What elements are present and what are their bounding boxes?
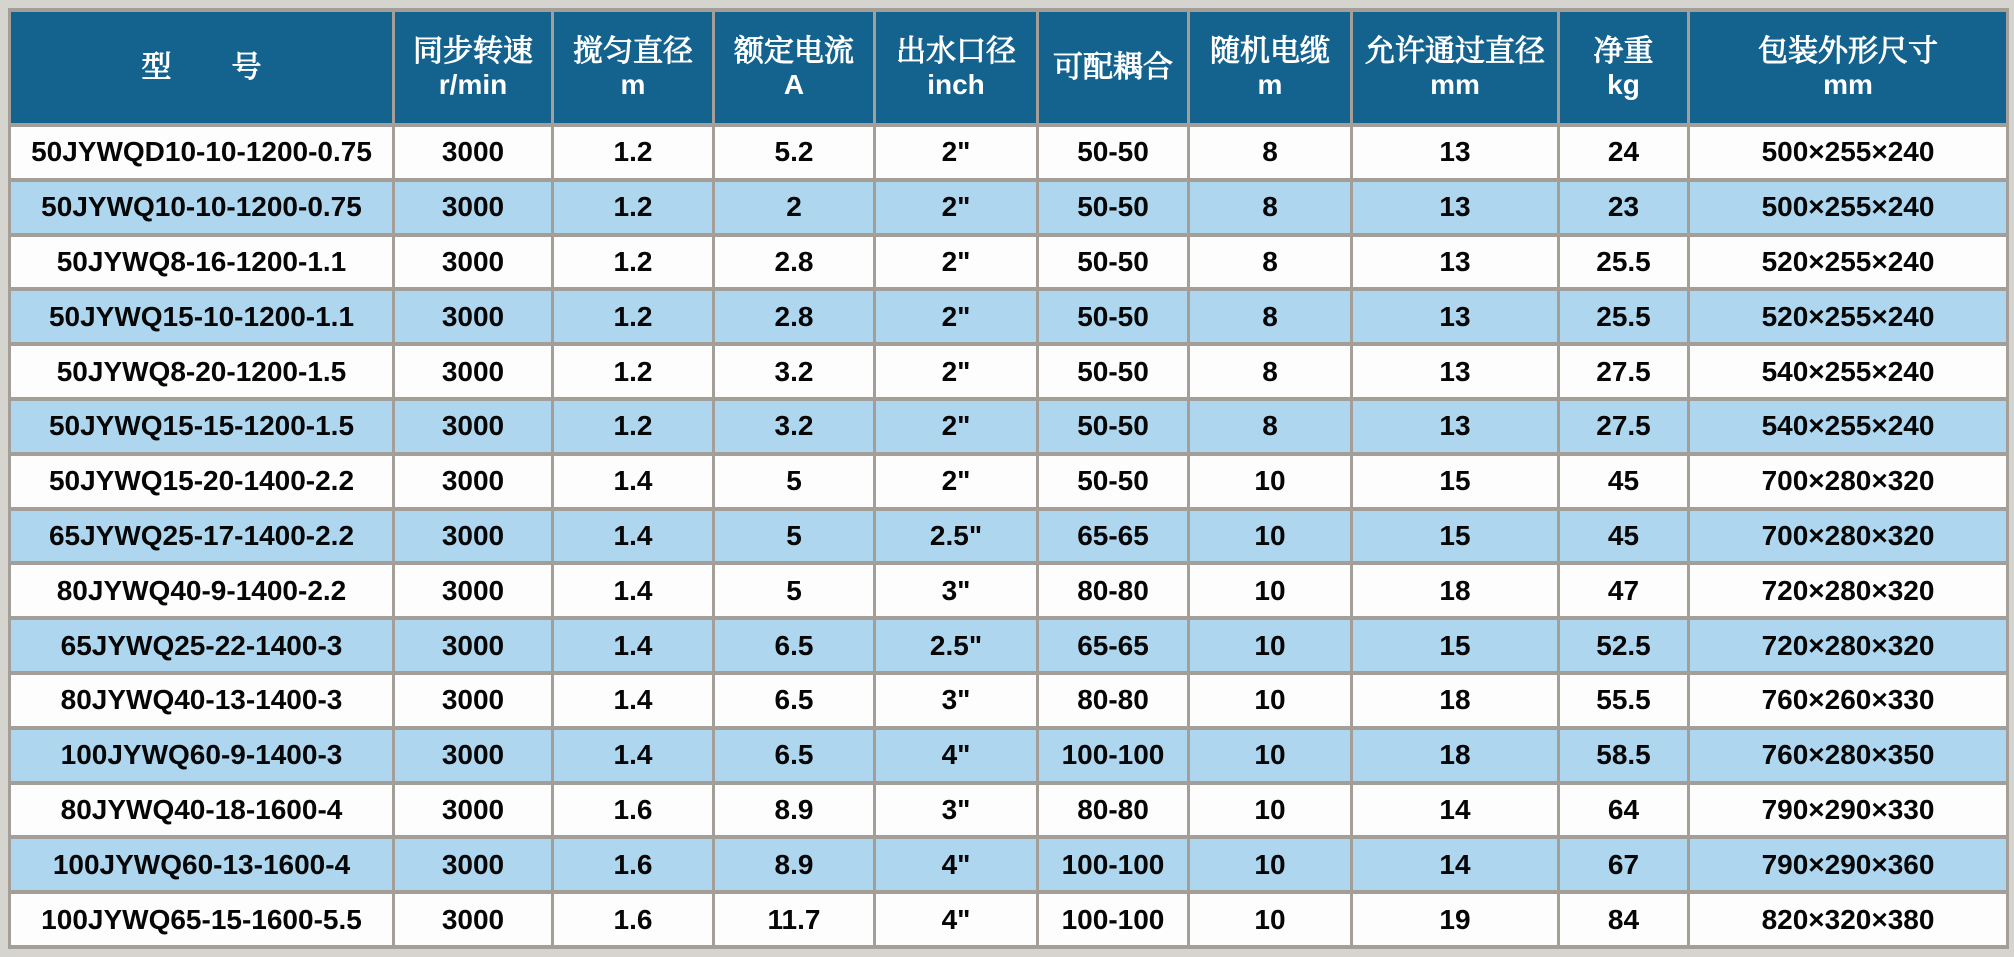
cell-outlet-diameter: 3" (875, 673, 1038, 728)
cell-model: 50JYWQ15-10-1200-1.1 (10, 289, 394, 344)
column-header-label: 随机电缆 (1210, 35, 1330, 69)
cell-rated-current: 11.7 (714, 892, 875, 947)
cell-cable-length: 10 (1189, 509, 1352, 564)
cell-mixing-diameter: 1.6 (553, 837, 714, 892)
column-header-net-weight (1559, 10, 1689, 125)
cell-coupling: 50-50 (1038, 180, 1189, 235)
cell-model: 65JYWQ25-22-1400-3 (10, 618, 394, 673)
cell-passage-diameter: 13 (1352, 125, 1559, 180)
cell-sync-speed: 3000 (394, 454, 553, 509)
cell-cable-length: 8 (1189, 344, 1352, 399)
cell-model: 80JYWQ40-13-1400-3 (10, 673, 394, 728)
cell-model: 50JYWQ8-16-1200-1.1 (10, 235, 394, 290)
table-row (10, 125, 2008, 180)
cell-sync-speed: 3000 (394, 289, 553, 344)
table-row (10, 618, 2008, 673)
table-header-row (10, 10, 2008, 125)
cell-sync-speed: 3000 (394, 837, 553, 892)
cell-cable-length: 10 (1189, 673, 1352, 728)
table-row (10, 892, 2008, 947)
cell-outlet-diameter: 2" (875, 125, 1038, 180)
cell-passage-diameter: 15 (1352, 454, 1559, 509)
cell-coupling: 50-50 (1038, 235, 1189, 290)
cell-package-size: 540×255×240 (1689, 344, 2008, 399)
cell-cable-length: 10 (1189, 618, 1352, 673)
cell-cable-length: 8 (1189, 289, 1352, 344)
cell-package-size: 820×320×380 (1689, 892, 2008, 947)
cell-sync-speed: 3000 (394, 563, 553, 618)
cell-coupling: 100-100 (1038, 892, 1189, 947)
cell-package-size: 720×280×320 (1689, 618, 2008, 673)
cell-passage-diameter: 13 (1352, 180, 1559, 235)
cell-coupling: 65-65 (1038, 618, 1189, 673)
cell-net-weight: 25.5 (1559, 235, 1689, 290)
column-header-unit: inch (927, 68, 985, 100)
cell-sync-speed: 3000 (394, 180, 553, 235)
cell-cable-length: 10 (1189, 892, 1352, 947)
table-row (10, 509, 2008, 564)
cell-coupling: 80-80 (1038, 673, 1189, 728)
cell-model: 65JYWQ25-17-1400-2.2 (10, 509, 394, 564)
cell-rated-current: 2.8 (714, 289, 875, 344)
cell-sync-speed: 3000 (394, 618, 553, 673)
cell-rated-current: 6.5 (714, 673, 875, 728)
cell-rated-current: 5 (714, 509, 875, 564)
column-header-label: 搅匀直径 (573, 35, 693, 69)
cell-passage-diameter: 14 (1352, 837, 1559, 892)
cell-net-weight: 24 (1559, 125, 1689, 180)
cell-model: 50JYWQ10-10-1200-0.75 (10, 180, 394, 235)
column-header-unit: r/min (438, 68, 508, 100)
cell-rated-current: 6.5 (714, 618, 875, 673)
cell-mixing-diameter: 1.2 (553, 344, 714, 399)
cell-model: 100JYWQ60-9-1400-3 (10, 728, 394, 783)
cell-coupling: 80-80 (1038, 783, 1189, 838)
cell-package-size: 700×280×320 (1689, 454, 2008, 509)
cell-net-weight: 47 (1559, 563, 1689, 618)
cell-passage-diameter: 18 (1352, 563, 1559, 618)
cell-outlet-diameter: 2" (875, 180, 1038, 235)
cell-coupling: 50-50 (1038, 399, 1189, 454)
column-header-sync-speed (394, 10, 553, 125)
cell-mixing-diameter: 1.6 (553, 892, 714, 947)
cell-package-size: 760×280×350 (1689, 728, 2008, 783)
cell-package-size: 500×255×240 (1689, 180, 2008, 235)
cell-sync-speed: 3000 (394, 235, 553, 290)
cell-net-weight: 23 (1559, 180, 1689, 235)
cell-outlet-diameter: 2" (875, 235, 1038, 290)
cell-outlet-diameter: 2.5" (875, 509, 1038, 564)
cell-rated-current: 2 (714, 180, 875, 235)
column-header-label: 额定电流 (734, 35, 854, 69)
cell-passage-diameter: 18 (1352, 673, 1559, 728)
cell-cable-length: 10 (1189, 783, 1352, 838)
cell-passage-diameter: 19 (1352, 892, 1559, 947)
table-row (10, 289, 2008, 344)
cell-outlet-diameter: 4" (875, 728, 1038, 783)
cell-cable-length: 8 (1189, 235, 1352, 290)
column-header-rated-current (714, 10, 875, 125)
cell-cable-length: 8 (1189, 399, 1352, 454)
column-header-unit: kg (1607, 68, 1640, 100)
cell-model: 50JYWQ15-20-1400-2.2 (10, 454, 394, 509)
cell-mixing-diameter: 1.2 (553, 289, 714, 344)
column-header-mixing-diameter (553, 10, 714, 125)
cell-model: 100JYWQ65-15-1600-5.5 (10, 892, 394, 947)
column-header-coupling (1038, 10, 1189, 125)
cell-mixing-diameter: 1.4 (553, 728, 714, 783)
cell-rated-current: 5 (714, 563, 875, 618)
cell-coupling: 100-100 (1038, 728, 1189, 783)
column-header-label: 型 号 (141, 50, 262, 84)
column-header-label: 可配耦合 (1053, 50, 1173, 84)
table-row (10, 563, 2008, 618)
cell-net-weight: 55.5 (1559, 673, 1689, 728)
cell-rated-current: 3.2 (714, 344, 875, 399)
column-header-unit: m (620, 68, 646, 100)
cell-rated-current: 2.8 (714, 235, 875, 290)
cell-sync-speed: 3000 (394, 673, 553, 728)
cell-mixing-diameter: 1.2 (553, 125, 714, 180)
cell-net-weight: 25.5 (1559, 289, 1689, 344)
table-row (10, 454, 2008, 509)
cell-net-weight: 27.5 (1559, 399, 1689, 454)
column-header-outlet-diameter (875, 10, 1038, 125)
cell-mixing-diameter: 1.4 (553, 454, 714, 509)
cell-coupling: 50-50 (1038, 454, 1189, 509)
cell-outlet-diameter: 2" (875, 399, 1038, 454)
cell-sync-speed: 3000 (394, 783, 553, 838)
table-header (10, 10, 2008, 125)
cell-cable-length: 10 (1189, 563, 1352, 618)
cell-rated-current: 6.5 (714, 728, 875, 783)
cell-coupling: 65-65 (1038, 509, 1189, 564)
cell-net-weight: 27.5 (1559, 344, 1689, 399)
cell-sync-speed: 3000 (394, 728, 553, 783)
cell-model: 50JYWQ8-20-1200-1.5 (10, 344, 394, 399)
cell-mixing-diameter: 1.4 (553, 509, 714, 564)
cell-mixing-diameter: 1.2 (553, 399, 714, 454)
cell-package-size: 520×255×240 (1689, 289, 2008, 344)
cell-rated-current: 8.9 (714, 837, 875, 892)
cell-coupling: 50-50 (1038, 125, 1189, 180)
cell-package-size: 700×280×320 (1689, 509, 2008, 564)
cell-outlet-diameter: 3" (875, 563, 1038, 618)
cell-net-weight: 45 (1559, 454, 1689, 509)
table-row (10, 728, 2008, 783)
table-row (10, 673, 2008, 728)
cell-rated-current: 5.2 (714, 125, 875, 180)
column-header-passage-diameter (1352, 10, 1559, 125)
column-header-model (10, 10, 394, 125)
column-header-label: 净重 (1593, 35, 1654, 69)
table-row (10, 783, 2008, 838)
cell-model: 50JYWQ15-15-1200-1.5 (10, 399, 394, 454)
cell-mixing-diameter: 1.4 (553, 618, 714, 673)
cell-cable-length: 8 (1189, 125, 1352, 180)
cell-sync-speed: 3000 (394, 344, 553, 399)
cell-passage-diameter: 13 (1352, 344, 1559, 399)
column-header-unit: mm (1823, 68, 1873, 100)
cell-package-size: 520×255×240 (1689, 235, 2008, 290)
cell-passage-diameter: 15 (1352, 509, 1559, 564)
cell-outlet-diameter: 3" (875, 783, 1038, 838)
cell-sync-speed: 3000 (394, 125, 553, 180)
column-header-unit: m (1257, 68, 1283, 100)
cell-mixing-diameter: 1.2 (553, 180, 714, 235)
cell-cable-length: 10 (1189, 837, 1352, 892)
column-header-label: 出水口径 (896, 35, 1016, 69)
cell-coupling: 50-50 (1038, 289, 1189, 344)
table-row (10, 399, 2008, 454)
cell-package-size: 720×280×320 (1689, 563, 2008, 618)
cell-outlet-diameter: 4" (875, 892, 1038, 947)
cell-passage-diameter: 13 (1352, 289, 1559, 344)
cell-package-size: 500×255×240 (1689, 125, 2008, 180)
cell-package-size: 790×290×330 (1689, 783, 2008, 838)
cell-sync-speed: 3000 (394, 399, 553, 454)
cell-model: 100JYWQ60-13-1600-4 (10, 837, 394, 892)
cell-package-size: 790×290×360 (1689, 837, 2008, 892)
column-header-label: 允许通过直径 (1365, 35, 1545, 69)
table-row (10, 180, 2008, 235)
cell-outlet-diameter: 2" (875, 454, 1038, 509)
cell-net-weight: 67 (1559, 837, 1689, 892)
cell-outlet-diameter: 2" (875, 344, 1038, 399)
column-header-label: 包装外形尺寸 (1758, 35, 1938, 69)
cell-net-weight: 64 (1559, 783, 1689, 838)
cell-outlet-diameter: 2.5" (875, 618, 1038, 673)
cell-net-weight: 45 (1559, 509, 1689, 564)
column-header-cable-length (1189, 10, 1352, 125)
cell-package-size: 540×255×240 (1689, 399, 2008, 454)
cell-passage-diameter: 15 (1352, 618, 1559, 673)
cell-mixing-diameter: 1.4 (553, 563, 714, 618)
cell-net-weight: 52.5 (1559, 618, 1689, 673)
column-header-unit: A (783, 68, 805, 100)
table-row (10, 837, 2008, 892)
cell-rated-current: 3.2 (714, 399, 875, 454)
cell-model: 80JYWQ40-9-1400-2.2 (10, 563, 394, 618)
cell-mixing-diameter: 1.2 (553, 235, 714, 290)
cell-outlet-diameter: 2" (875, 289, 1038, 344)
table-body (10, 125, 2008, 947)
cell-model: 50JYWQD10-10-1200-0.75 (10, 125, 394, 180)
cell-mixing-diameter: 1.6 (553, 783, 714, 838)
cell-rated-current: 5 (714, 454, 875, 509)
cell-rated-current: 8.9 (714, 783, 875, 838)
cell-mixing-diameter: 1.4 (553, 673, 714, 728)
cell-model: 80JYWQ40-18-1600-4 (10, 783, 394, 838)
pump-spec-table (8, 8, 2009, 949)
cell-passage-diameter: 14 (1352, 783, 1559, 838)
cell-cable-length: 10 (1189, 728, 1352, 783)
cell-outlet-diameter: 4" (875, 837, 1038, 892)
cell-passage-diameter: 18 (1352, 728, 1559, 783)
cell-cable-length: 8 (1189, 180, 1352, 235)
cell-coupling: 50-50 (1038, 344, 1189, 399)
cell-sync-speed: 3000 (394, 509, 553, 564)
cell-coupling: 80-80 (1038, 563, 1189, 618)
cell-sync-speed: 3000 (394, 892, 553, 947)
cell-passage-diameter: 13 (1352, 235, 1559, 290)
cell-package-size: 760×260×330 (1689, 673, 2008, 728)
cell-net-weight: 84 (1559, 892, 1689, 947)
cell-passage-diameter: 13 (1352, 399, 1559, 454)
column-header-unit: mm (1430, 68, 1480, 100)
cell-cable-length: 10 (1189, 454, 1352, 509)
column-header-label: 同步转速 (413, 35, 533, 69)
table-row (10, 235, 2008, 290)
cell-net-weight: 58.5 (1559, 728, 1689, 783)
column-header-package-size (1689, 10, 2008, 125)
cell-coupling: 100-100 (1038, 837, 1189, 892)
table-row (10, 344, 2008, 399)
